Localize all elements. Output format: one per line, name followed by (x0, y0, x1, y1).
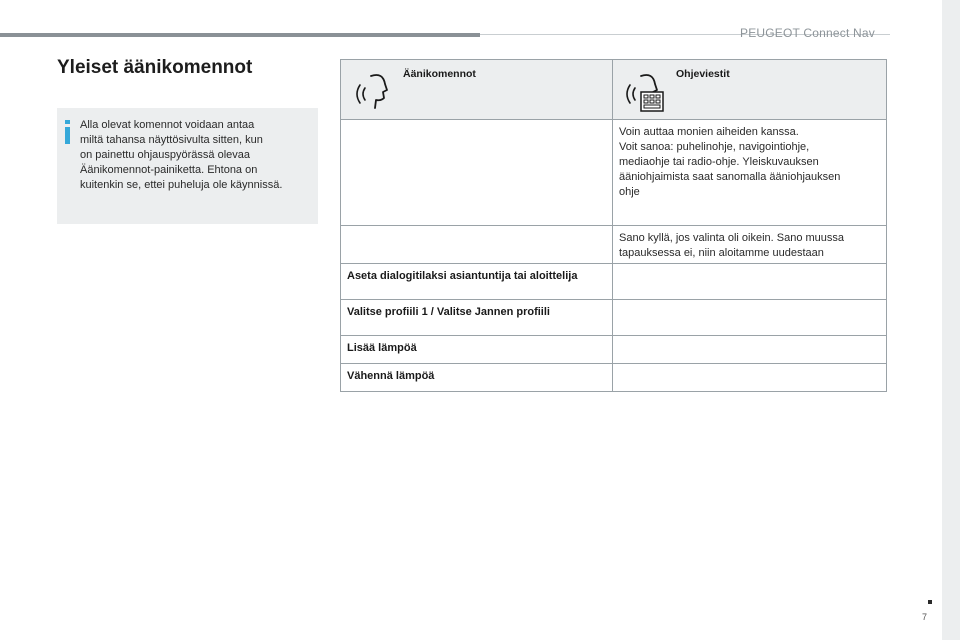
table-row (341, 300, 887, 336)
page-number: 7 (922, 612, 928, 622)
table-row (341, 364, 887, 392)
response-line: ääniohjaimista saat sanomalla ääniohjauksen (619, 171, 841, 183)
response-line: Voin auttaa monien aiheiden kanssa. (619, 126, 799, 138)
command-cell: Aseta dialogitilaksi asiantuntija tai aloittelija (341, 264, 613, 300)
table-row (341, 226, 887, 264)
response-cell (613, 300, 887, 336)
response-line: Voit sanoa: puhelinohje, navigointiohje, (619, 141, 810, 153)
info-icon (65, 120, 70, 144)
table-header-row (341, 60, 887, 120)
command-cell (341, 120, 613, 226)
page-marker (928, 600, 932, 604)
table-row (341, 264, 887, 300)
note-line: miltä tahansa näyttösivulta sitten, kun (80, 134, 263, 146)
header-commands (341, 60, 613, 120)
table-row (341, 120, 887, 226)
note-line: Alla olevat komennot voidaan antaa (80, 119, 255, 131)
note-line: on painettu ohjauspyörässä olevaa (80, 149, 251, 161)
command-cell: Valitse profiili 1 / Valitse Jannen profiili (341, 300, 613, 336)
page-edge-strip (942, 0, 960, 640)
response-cell (613, 264, 887, 300)
response-cell (613, 364, 887, 392)
header-help-label: Ohjeviestit (676, 68, 730, 80)
page-title: Yleiset äänikomennot (57, 57, 253, 78)
command-cell (341, 226, 613, 264)
command-cell: Lisää lämpöä (341, 336, 613, 364)
response-cell (613, 120, 887, 226)
voice-command-icon (353, 70, 393, 114)
note-line: kuitenkin se, ettei puheluja ole käynnissä. (80, 179, 283, 191)
info-note-text (80, 118, 312, 193)
header-commands-label: Äänikomennot (403, 68, 476, 80)
response-line: ohje (619, 186, 640, 198)
header-help (613, 60, 887, 120)
brand-label: PEUGEOT Connect Nav (740, 26, 875, 40)
help-message-icon (625, 70, 665, 114)
response-line: Sano kyllä, jos valinta oli oikein. Sano muussa (619, 232, 845, 244)
response-cell (613, 336, 887, 364)
response-line: tapauksessa ei, niin aloitamme uudestaan (619, 247, 824, 259)
table-row (341, 336, 887, 364)
info-note (57, 108, 318, 224)
response-cell (613, 226, 887, 264)
voice-commands-table (340, 59, 887, 392)
note-line: Äänikomennot-painiketta. Ehtona on (80, 164, 258, 176)
response-line: mediaohje tai radio-ohje. Yleiskuvauksen (619, 156, 819, 168)
command-cell: Vähennä lämpöä (341, 364, 613, 392)
header-bar (0, 33, 480, 37)
